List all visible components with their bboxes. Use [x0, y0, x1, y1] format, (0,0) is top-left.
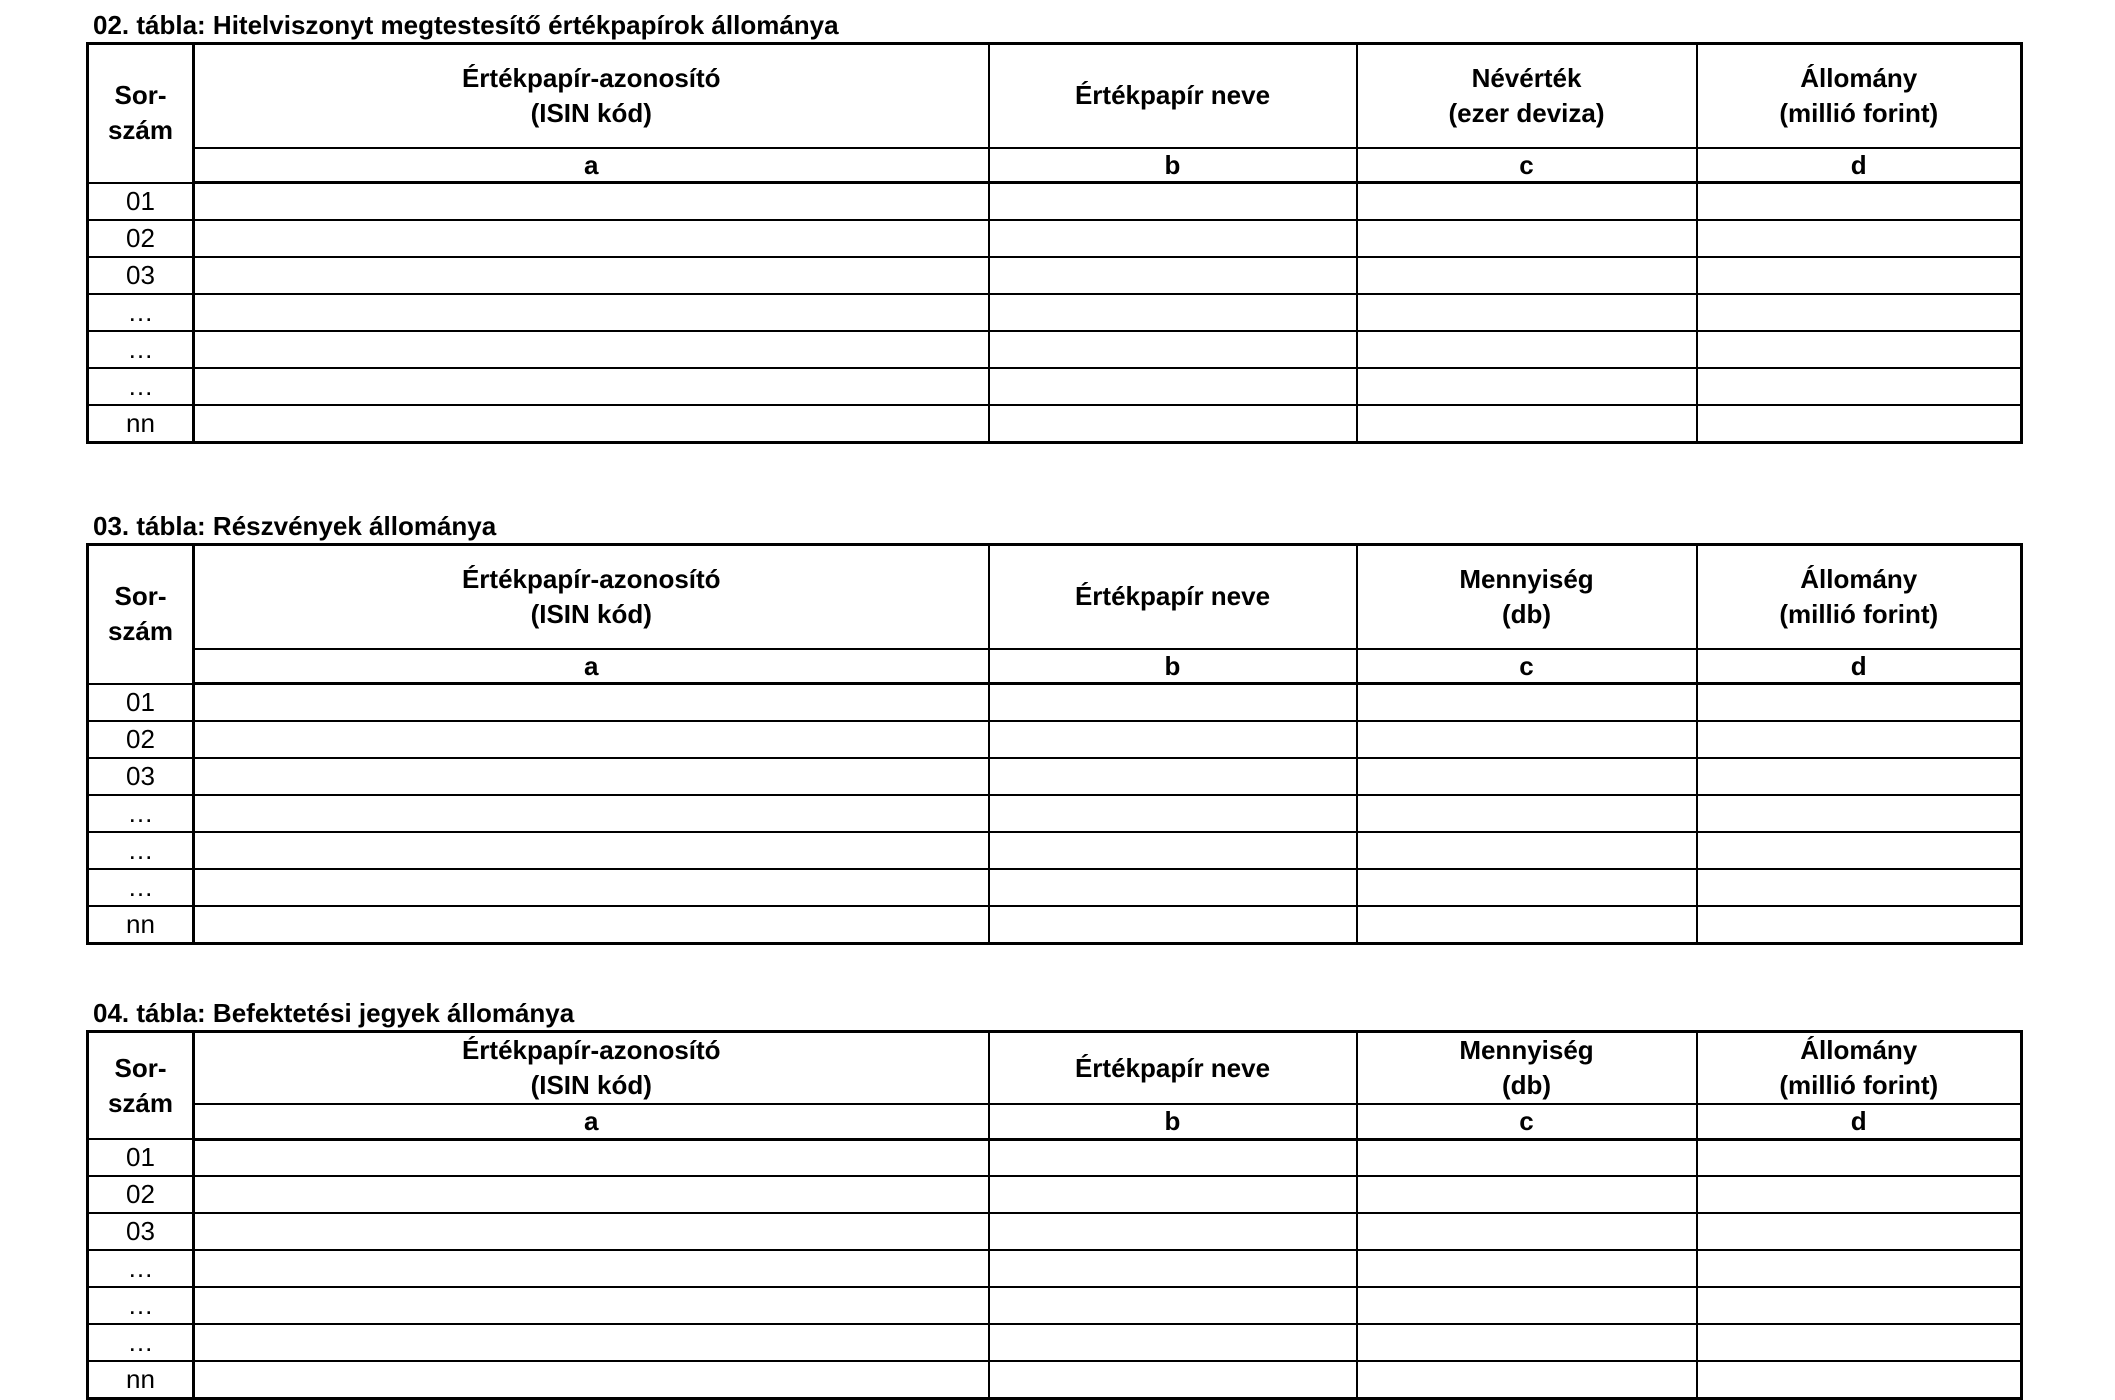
cell-a[interactable]	[194, 1213, 989, 1250]
sorszam-header	[88, 1032, 194, 1140]
table-row	[88, 795, 2022, 832]
col-letter-a: a	[194, 148, 989, 183]
cell-a[interactable]	[194, 331, 989, 368]
cell-a[interactable]	[194, 294, 989, 331]
table-row	[88, 1324, 2022, 1361]
sorszam-header	[88, 44, 194, 183]
cell-a[interactable]	[194, 368, 989, 405]
table-row	[88, 183, 2022, 220]
table-row	[88, 368, 2022, 405]
cell-d[interactable]	[1697, 1213, 2022, 1250]
cell-b[interactable]	[989, 405, 1357, 443]
table-row	[88, 684, 2022, 721]
cell-a[interactable]	[194, 832, 989, 869]
col-a-line1: Értékpapír-azonosító	[461, 62, 721, 93]
table-02-section	[86, 12, 2023, 444]
cell-b[interactable]	[989, 183, 1357, 220]
cell-c[interactable]	[1357, 795, 1697, 832]
cell-c[interactable]	[1357, 405, 1697, 443]
table-row	[88, 331, 2022, 368]
table-row	[88, 1361, 2022, 1399]
cell-b[interactable]	[989, 1324, 1357, 1361]
row-number: …	[88, 368, 194, 405]
cell-b[interactable]	[989, 795, 1357, 832]
cell-d[interactable]	[1697, 795, 2022, 832]
cell-a[interactable]	[194, 869, 989, 906]
cell-d[interactable]	[1697, 220, 2022, 257]
cell-a[interactable]	[194, 1176, 989, 1213]
cell-c[interactable]	[1357, 368, 1697, 405]
sorszam-label-line2: szám	[107, 115, 174, 146]
cell-c[interactable]	[1357, 832, 1697, 869]
table-04-section	[86, 1000, 2023, 1400]
col-letter-d: d	[1697, 1104, 2022, 1139]
data-table	[86, 42, 2023, 444]
table-row	[88, 220, 2022, 257]
cell-d[interactable]	[1697, 869, 2022, 906]
cell-d[interactable]	[1697, 684, 2022, 721]
row-number: …	[88, 1250, 194, 1287]
cell-a[interactable]	[194, 795, 989, 832]
cell-a[interactable]	[194, 1250, 989, 1287]
cell-d[interactable]	[1697, 721, 2022, 758]
table-row	[88, 721, 2022, 758]
table-caption: 02. tábla: Hitelviszonyt megtestesítő értékpapírok állománya	[93, 10, 839, 40]
cell-c[interactable]	[1357, 1139, 1697, 1176]
cell-d[interactable]	[1697, 1139, 2022, 1176]
col-letter-b: b	[989, 148, 1357, 183]
cell-c[interactable]	[1357, 183, 1697, 220]
cell-c[interactable]	[1357, 257, 1697, 294]
col-letter-d: d	[1697, 148, 2022, 183]
cell-c[interactable]	[1357, 758, 1697, 795]
col-a-line1: Értékpapír-azonosító	[461, 1035, 721, 1065]
col-d-line2: (millió forint)	[1779, 97, 1939, 128]
col-a-header	[194, 44, 989, 148]
cell-a[interactable]	[194, 405, 989, 443]
row-number: 01	[88, 183, 194, 220]
cell-d[interactable]	[1697, 331, 2022, 368]
cell-d[interactable]	[1697, 183, 2022, 220]
col-c-header	[1357, 545, 1697, 649]
row-number: 01	[88, 1139, 194, 1176]
col-b-header: Értékpapír neve	[989, 545, 1357, 649]
col-b-header: Értékpapír neve	[989, 44, 1357, 148]
cell-c[interactable]	[1357, 1250, 1697, 1287]
cell-c[interactable]	[1357, 1287, 1697, 1324]
row-number: nn	[88, 405, 194, 443]
cell-b[interactable]	[989, 1361, 1357, 1399]
col-letter-b: b	[989, 1104, 1357, 1139]
cell-c[interactable]	[1357, 906, 1697, 944]
cell-b[interactable]	[989, 906, 1357, 944]
letter-row	[88, 649, 2022, 684]
col-d-line2: (millió forint)	[1779, 598, 1939, 629]
row-number: …	[88, 331, 194, 368]
col-d-line1: Állomány	[1800, 1035, 1918, 1065]
cell-d[interactable]	[1697, 832, 2022, 869]
table-row	[88, 1139, 2022, 1176]
letter-row	[88, 148, 2022, 183]
cell-b[interactable]	[989, 832, 1357, 869]
sorszam-label-line1: Sor-	[114, 80, 167, 111]
cell-d[interactable]	[1697, 758, 2022, 795]
col-a-line2: (ISIN kód)	[530, 1070, 652, 1100]
col-d-header	[1697, 545, 2022, 649]
col-d-line1: Állomány	[1800, 563, 1918, 594]
table-caption: 03. tábla: Részvények állománya	[93, 511, 497, 541]
row-number: …	[88, 795, 194, 832]
col-b-header: Értékpapír neve	[989, 1032, 1357, 1105]
col-d-header	[1697, 1032, 2022, 1105]
col-letter-a: a	[194, 1104, 989, 1139]
col-letter-c: c	[1357, 148, 1697, 183]
col-letter-d: d	[1697, 649, 2022, 684]
cell-a[interactable]	[194, 684, 989, 721]
col-a-header	[194, 1032, 989, 1105]
sorszam-label-line1: Sor-	[114, 1052, 167, 1083]
cell-a[interactable]	[194, 721, 989, 758]
cell-a[interactable]	[194, 1324, 989, 1361]
row-number: …	[88, 832, 194, 869]
cell-b[interactable]	[989, 869, 1357, 906]
col-c-header	[1357, 1032, 1697, 1105]
table-row	[88, 906, 2022, 944]
table-row	[88, 1287, 2022, 1324]
cell-a[interactable]	[194, 758, 989, 795]
sorszam-label-line2: szám	[107, 1087, 174, 1118]
sorszam-label-line2: szám	[107, 616, 174, 647]
table-caption: 04. tábla: Befektetési jegyek állománya	[93, 998, 575, 1028]
row-number: …	[88, 294, 194, 331]
cell-d[interactable]	[1697, 257, 2022, 294]
row-number: 02	[88, 220, 194, 257]
cell-d[interactable]	[1697, 1250, 2022, 1287]
row-number: …	[88, 869, 194, 906]
cell-d[interactable]	[1697, 1287, 2022, 1324]
row-number: 02	[88, 721, 194, 758]
cell-b[interactable]	[989, 1287, 1357, 1324]
cell-c[interactable]	[1357, 1213, 1697, 1250]
table-row	[88, 405, 2022, 443]
col-a-line2: (ISIN kód)	[530, 97, 652, 128]
cell-c[interactable]	[1357, 721, 1697, 758]
cell-b[interactable]	[989, 1139, 1357, 1176]
table-row	[88, 1213, 2022, 1250]
cell-b[interactable]	[989, 368, 1357, 405]
cell-b[interactable]	[989, 257, 1357, 294]
cell-b[interactable]	[989, 721, 1357, 758]
col-a-header	[194, 545, 989, 649]
cell-b[interactable]	[989, 331, 1357, 368]
col-a-line1: Értékpapír-azonosító	[461, 563, 721, 594]
col-c-line1: Mennyiség	[1459, 1035, 1594, 1065]
cell-c[interactable]	[1357, 331, 1697, 368]
cell-b[interactable]	[989, 1250, 1357, 1287]
table-row	[88, 1176, 2022, 1213]
row-number: 03	[88, 758, 194, 795]
cell-d[interactable]	[1697, 1361, 2022, 1399]
table-03-section	[86, 513, 2023, 945]
cell-b[interactable]	[989, 220, 1357, 257]
cell-c[interactable]	[1357, 294, 1697, 331]
cell-c[interactable]	[1357, 869, 1697, 906]
cell-a[interactable]	[194, 220, 989, 257]
col-d-line2: (millió forint)	[1779, 1070, 1939, 1100]
cell-a[interactable]	[194, 1361, 989, 1399]
col-c-line2: (db)	[1501, 1070, 1552, 1100]
row-number: nn	[88, 906, 194, 944]
letter-row	[88, 1104, 2022, 1139]
col-d-header	[1697, 44, 2022, 148]
row-number: 03	[88, 1213, 194, 1250]
header-row	[88, 1032, 2022, 1105]
header-row	[88, 44, 2022, 148]
row-number: 03	[88, 257, 194, 294]
table-row	[88, 758, 2022, 795]
cell-d[interactable]	[1697, 1176, 2022, 1213]
table-row	[88, 257, 2022, 294]
col-letter-c: c	[1357, 649, 1697, 684]
row-number: …	[88, 1324, 194, 1361]
header-row	[88, 545, 2022, 649]
cell-d[interactable]	[1697, 405, 2022, 443]
cell-a[interactable]	[194, 183, 989, 220]
cell-b[interactable]	[989, 1213, 1357, 1250]
cell-b[interactable]	[989, 758, 1357, 795]
data-table	[86, 1030, 2023, 1400]
col-c-line2: (ezer deviza)	[1448, 97, 1605, 128]
row-number: 01	[88, 684, 194, 721]
cell-d[interactable]	[1697, 906, 2022, 944]
sorszam-label-line1: Sor-	[114, 581, 167, 612]
sorszam-header	[88, 545, 194, 684]
col-letter-c: c	[1357, 1104, 1697, 1139]
data-table	[86, 543, 2023, 945]
cell-c[interactable]	[1357, 220, 1697, 257]
cell-c[interactable]	[1357, 684, 1697, 721]
cell-c[interactable]	[1357, 1361, 1697, 1399]
cell-d[interactable]	[1697, 294, 2022, 331]
col-c-line1: Névérték	[1471, 62, 1582, 93]
col-c-line1: Mennyiség	[1459, 563, 1594, 594]
cell-a[interactable]	[194, 906, 989, 944]
col-c-header	[1357, 44, 1697, 148]
col-a-line2: (ISIN kód)	[530, 598, 652, 629]
cell-b[interactable]	[989, 294, 1357, 331]
cell-a[interactable]	[194, 257, 989, 294]
row-number: 02	[88, 1176, 194, 1213]
cell-d[interactable]	[1697, 1324, 2022, 1361]
table-row	[88, 1250, 2022, 1287]
table-row	[88, 869, 2022, 906]
col-letter-a: a	[194, 649, 989, 684]
table-row	[88, 294, 2022, 331]
table-row	[88, 832, 2022, 869]
col-c-line2: (db)	[1501, 598, 1552, 629]
cell-c[interactable]	[1357, 1176, 1697, 1213]
cell-d[interactable]	[1697, 368, 2022, 405]
cell-a[interactable]	[194, 1139, 989, 1176]
row-number: nn	[88, 1361, 194, 1399]
row-number: …	[88, 1287, 194, 1324]
cell-c[interactable]	[1357, 1324, 1697, 1361]
cell-a[interactable]	[194, 1287, 989, 1324]
cell-b[interactable]	[989, 684, 1357, 721]
cell-b[interactable]	[989, 1176, 1357, 1213]
col-letter-b: b	[989, 649, 1357, 684]
col-d-line1: Állomány	[1800, 62, 1918, 93]
